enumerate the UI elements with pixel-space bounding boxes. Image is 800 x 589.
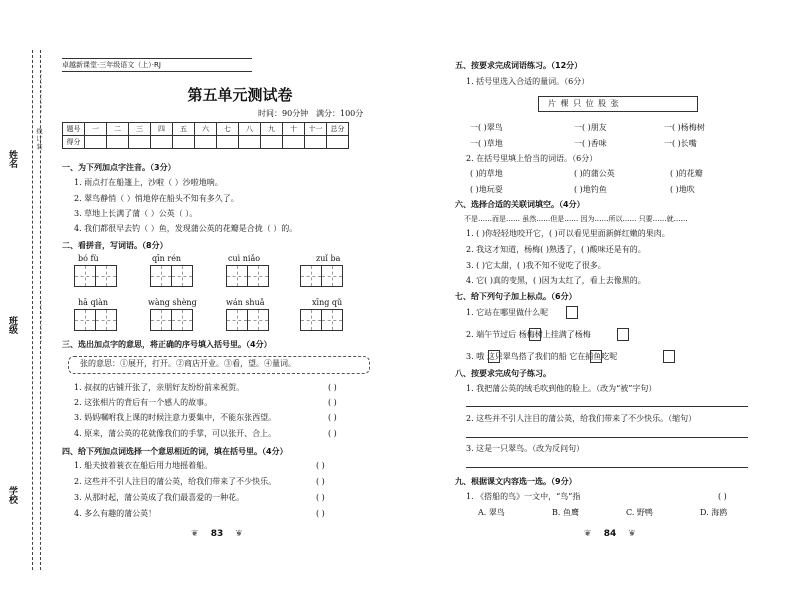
score-header-cell: 六 bbox=[195, 123, 217, 136]
punctuation-box[interactable] bbox=[566, 306, 578, 319]
section-4-title: 四、给下列加点词选择一个意思相近的词，填在括号里。（4分） bbox=[62, 447, 288, 456]
page-number-right: ❦ 84 ❦ bbox=[598, 527, 622, 541]
blank-item[interactable]: 一( )朋友 bbox=[574, 123, 607, 132]
seal-text: 线 订 装 bbox=[35, 128, 42, 150]
series-header: 卓越新课堂·三年级语文（上）·RJ bbox=[62, 58, 252, 72]
blank-item[interactable]: 一( )长嘴 bbox=[664, 139, 697, 148]
score-cell[interactable] bbox=[239, 136, 261, 149]
writing-cell[interactable] bbox=[74, 309, 96, 331]
section-9-title: 九、根据课文内容选一选。（9分） bbox=[455, 477, 577, 486]
s8-item-2: 2. 这些并不引人注目的蒲公英，给我们带来了不少快乐。（缩句） bbox=[466, 414, 697, 423]
score-header-cell: 题号 bbox=[63, 123, 85, 136]
score-cell[interactable] bbox=[305, 136, 327, 149]
writing-cell[interactable] bbox=[150, 265, 172, 287]
writing-cell[interactable] bbox=[321, 265, 343, 287]
score-cell[interactable] bbox=[85, 136, 107, 149]
score-header-cell: 八 bbox=[239, 123, 261, 136]
school-label: 学校 bbox=[7, 486, 17, 504]
blank-item[interactable]: ( )地吹 bbox=[670, 185, 695, 194]
answer-line[interactable] bbox=[466, 467, 748, 468]
s9-q1: 1. 《搭船的鸟》一文中，“鸟”指 bbox=[466, 492, 581, 501]
s3-item-4: 4. 原来，蒲公英的花就像我们的手掌，可以张开、合上。 bbox=[74, 429, 277, 438]
punctuation-box[interactable] bbox=[488, 350, 500, 363]
s3-item-2: 2. 这张相片的背后有一个感人的故事。 bbox=[74, 398, 213, 407]
writing-cell[interactable] bbox=[226, 265, 248, 287]
s4-item-4: 4. 多么有趣的蒲公英！ bbox=[74, 509, 157, 518]
s6-item-4: 4. 它( )真的变黑，( )因为太红了，看上去像黑的。 bbox=[466, 276, 646, 285]
s5-q1: 1. 括号里选入合适的量词。（6分） bbox=[466, 77, 590, 86]
answer-paren[interactable]: ( ) bbox=[718, 492, 727, 501]
answer-paren[interactable]: ( ) bbox=[328, 383, 337, 392]
section-1-title: 一、为下列加点字注音。（3分） bbox=[62, 163, 176, 172]
name-label: 姓名 bbox=[7, 150, 17, 168]
cut-line bbox=[32, 50, 33, 570]
page-title: 第五单元测试卷 bbox=[187, 86, 293, 104]
s7-item-3: 3. 哦 这只翠鸟搭了我们的船 它在捕鱼吃呢 bbox=[466, 352, 618, 361]
writing-cell[interactable] bbox=[247, 309, 269, 331]
s6-item-2: 2. 我这才知道，杨梅( )熟透了，( )酸味还是有的。 bbox=[466, 245, 646, 254]
pinyin: xīng qǔ bbox=[312, 298, 343, 307]
option-d[interactable]: D. 海鸥 bbox=[700, 508, 728, 517]
writing-cell[interactable] bbox=[74, 265, 96, 287]
answer-paren[interactable]: ( ) bbox=[328, 413, 337, 422]
s3-item-1: 1. 叔叔的店铺开张了，亲朋好友纷纷前来祝贺。 bbox=[74, 383, 245, 392]
score-cell[interactable] bbox=[107, 136, 129, 149]
score-cell[interactable] bbox=[261, 136, 283, 149]
blank-item[interactable]: ( )的草地 bbox=[470, 169, 503, 178]
answer-paren[interactable]: ( ) bbox=[328, 429, 337, 438]
s4-item-2: 2. 这些并不引人注目的蒲公英，给我们带来了不少快乐。 bbox=[74, 477, 277, 486]
blank-item[interactable]: 一( )杨梅树 bbox=[664, 123, 705, 132]
section-6-title: 六、选择合适的关联词填空。（4分） bbox=[455, 200, 585, 209]
s7-item-2: 2. 端午节过后 杨梅树上挂满了杨梅 bbox=[466, 330, 591, 339]
score-cell[interactable] bbox=[217, 136, 239, 149]
score-header-cell: 十一 bbox=[305, 123, 327, 136]
section-2-title: 二、看拼音，写词语。（8分） bbox=[62, 241, 168, 250]
section-5-title: 五、按要求完成词语练习。（12分） bbox=[455, 61, 583, 70]
answer-line[interactable] bbox=[466, 406, 748, 407]
writing-cell[interactable] bbox=[95, 309, 117, 331]
full-score: 满分：100分 bbox=[316, 109, 364, 118]
score-cell[interactable] bbox=[283, 136, 305, 149]
binding-margin bbox=[0, 0, 48, 589]
section-3-title: 三、选出加点字的意思，将正确的序号填入括号里。（4分） bbox=[62, 340, 272, 349]
margin-dots-2: 。。。。。。。。。。。 bbox=[35, 300, 42, 347]
score-cell[interactable] bbox=[327, 136, 349, 149]
score-cell[interactable] bbox=[151, 136, 173, 149]
pinyin: bó fù bbox=[78, 254, 99, 263]
score-header-cell: 三 bbox=[129, 123, 151, 136]
section-8-title: 八、按要求完成句子练习。 bbox=[455, 369, 551, 378]
pinyin: hā qiàn bbox=[78, 298, 109, 307]
blank-item[interactable]: ( )地玩耍 bbox=[470, 185, 503, 194]
writing-cell[interactable] bbox=[300, 265, 322, 287]
score-header-cell: 五 bbox=[173, 123, 195, 136]
answer-paren[interactable]: ( ) bbox=[316, 461, 325, 470]
writing-cell[interactable] bbox=[300, 309, 322, 331]
writing-cell[interactable] bbox=[95, 265, 117, 287]
s6-item-3: 3. ( )它太甜，( )我不知不觉吃了很多。 bbox=[466, 261, 606, 270]
blank-item[interactable]: 一( )翠鸟 bbox=[470, 123, 503, 132]
exam-time: 时间：90分钟 bbox=[258, 109, 309, 118]
score-header-cell: 一 bbox=[85, 123, 107, 136]
score-header-cell: 七 bbox=[217, 123, 239, 136]
score-header-cell: 总分 bbox=[327, 123, 349, 136]
punctuation-box[interactable] bbox=[617, 328, 629, 341]
writing-cell[interactable] bbox=[171, 309, 193, 331]
answer-paren[interactable]: ( ) bbox=[328, 398, 337, 407]
score-header-cell: 九 bbox=[261, 123, 283, 136]
score-cell[interactable] bbox=[195, 136, 217, 149]
writing-cell[interactable] bbox=[247, 265, 269, 287]
s1-item-2: 2. 翠鸟静悄（ ）悄地停在船头不知有多久了。 bbox=[74, 194, 239, 203]
class-label: 班级 bbox=[7, 316, 17, 334]
blank-item[interactable]: ( )地钓鱼 bbox=[574, 185, 607, 194]
s4-item-3: 3. 从那时起，蒲公英成了我们最喜爱的一种花。 bbox=[74, 493, 245, 502]
section-7-title: 七、给下列句子加上标点。（6分） bbox=[455, 292, 577, 301]
pinyin: wàng shèng bbox=[148, 298, 197, 307]
s8-item-1: 1. 我把蒲公英的绒毛吹到他的脸上。（改为“被”字句） bbox=[466, 384, 657, 393]
score-header-cell: 四 bbox=[151, 123, 173, 136]
score-header-cell: 十 bbox=[283, 123, 305, 136]
s1-item-1: 1. 雨点打在船篷上，沙啦（ ）沙啦地响。 bbox=[74, 178, 223, 187]
margin-dots: 。。。。。。。。。。。 bbox=[35, 70, 42, 117]
s8-item-3: 3. 这是一只翠鸟。（改为反问句） bbox=[466, 444, 585, 453]
answer-paren[interactable]: ( ) bbox=[316, 493, 325, 502]
score-table bbox=[62, 122, 349, 149]
writing-cell[interactable] bbox=[321, 309, 343, 331]
blank-item[interactable]: ( )的花瓣 bbox=[670, 169, 703, 178]
score-cell[interactable] bbox=[129, 136, 151, 149]
score-cell[interactable] bbox=[173, 136, 195, 149]
option-c[interactable]: C. 野鸭 bbox=[626, 508, 653, 517]
measure-words: 片 棵 只 位 股 张 bbox=[548, 99, 620, 108]
conjunction-options: 不是……而是…… 虽然……但是…… 因为……所以…… 只要……就…… bbox=[464, 215, 688, 223]
meaning-text: 张的意思：①展开，打开。②商店开业。③看，望。④量词。 bbox=[80, 359, 296, 368]
punctuation-box[interactable] bbox=[663, 350, 675, 363]
blank-item[interactable]: ( )的蒲公英 bbox=[574, 169, 615, 178]
pinyin: qīn rén bbox=[152, 254, 182, 263]
s7-item-1: 1. 它站在哪里做什么呢 bbox=[466, 308, 549, 317]
s1-item-4: 4. 我们都很早去钓（ ）鱼，发现蒲公英的花瓣是合拢（ ）的。 bbox=[74, 224, 298, 233]
punctuation-box[interactable] bbox=[590, 350, 602, 363]
score-row-label: 得分 bbox=[63, 136, 85, 149]
pinyin: cuì niǎo bbox=[228, 254, 261, 263]
answer-line[interactable] bbox=[466, 437, 748, 438]
answer-paren[interactable]: ( ) bbox=[316, 477, 325, 486]
writing-cell[interactable] bbox=[226, 309, 248, 331]
blank-item[interactable]: 一( )香味 bbox=[574, 139, 607, 148]
s3-item-3: 3. 妈妈嘱咐我上课的时候注意力要集中，不能东张西望。 bbox=[74, 413, 277, 422]
s4-item-1: 1. 船夫披着蓑衣在船后用力地摇着船。 bbox=[74, 461, 213, 470]
option-a[interactable]: A. 翠鸟 bbox=[478, 508, 505, 517]
option-b[interactable]: B. 鱼鹰 bbox=[552, 508, 579, 517]
page-number-left: ❦ 83 ❦ bbox=[205, 527, 229, 541]
score-header-cell: 二 bbox=[107, 123, 129, 136]
writing-cell[interactable] bbox=[171, 265, 193, 287]
pinyin: zuǐ ba bbox=[316, 254, 341, 263]
writing-cell[interactable] bbox=[150, 309, 172, 331]
s6-item-1: 1. ( )你轻轻地咬开它，( )可以看见里面新鲜红嫩的果肉。 bbox=[466, 229, 670, 238]
blank-item[interactable]: 一( )草地 bbox=[470, 139, 503, 148]
answer-paren[interactable]: ( ) bbox=[316, 509, 325, 518]
s5-q2: 2. 在括号里填上恰当的词语。（6分） bbox=[466, 154, 598, 163]
pinyin: wán shuǎ bbox=[226, 298, 265, 307]
punctuation-box[interactable] bbox=[529, 328, 541, 341]
s1-item-3: 3. 草地上长满了蒲（ ）公英（ ）。 bbox=[74, 209, 198, 218]
